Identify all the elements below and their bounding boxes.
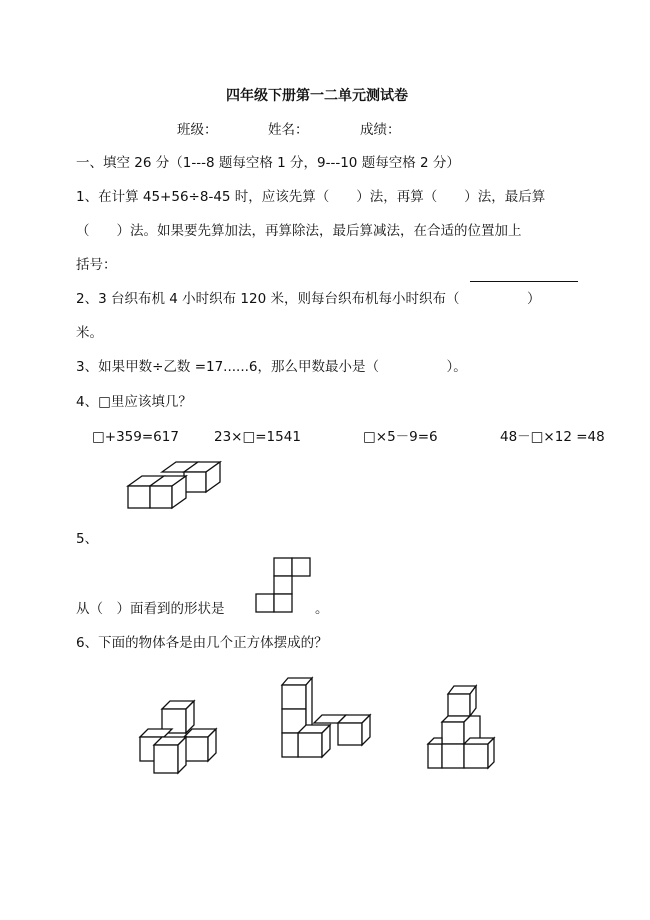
q4-question: 4、□里应该填几？ [76,394,192,410]
q6-figure-3 [424,682,504,772]
q5-cube-figure [122,458,232,518]
q5-text-after: 。 [315,601,329,617]
q4-equation-1: □+359=617 [92,429,179,445]
name-label: 姓名： [268,122,309,138]
q1-line3: 括号： [76,257,117,273]
score-label: 成绩： [360,122,401,138]
q6-figure-1 [136,695,226,780]
q4-equation-2: 23×□=1541 [214,429,301,445]
class-label: 班级： [177,122,218,138]
q2-line1: 2、3 台织布机 4 小时织布 120 米，则每台织布机每小时织布（ ） [76,291,541,307]
q2-line2: 米。 [76,325,103,341]
q6-question: 6、下面的物体各是由几个正方体摆成的？ [76,635,328,651]
q4-equation-3: □×5－9=6 [363,429,438,445]
q5-view-shape [254,556,314,614]
q6-figure-2 [278,675,373,760]
q3-line1: 3、如果甲数÷乙数 =17......6，那么甲数最小是（ ）。 [76,359,467,375]
section-heading: 一、填空 26 分（1---8 题每空格 1 分，9---10 题每空格 2 分） [76,155,460,171]
q5-label: 5、 [76,531,99,547]
q5-text-before: 从（ ）面看到的形状是 [76,601,225,617]
q1-answer-line[interactable] [470,281,578,282]
page-title: 四年级下册第一二单元测试卷 [226,88,408,104]
q4-equation-4: 48－□×12 =48 [500,429,605,445]
q1-line1: 1、在计算 45+56÷8-45 时，应该先算（ ）法，再算（ ）法，最后算 [76,189,546,205]
q1-line2: （ ）法。如果要先算加法，再算除法，最后算减法，在合适的位置加上 [76,223,522,239]
